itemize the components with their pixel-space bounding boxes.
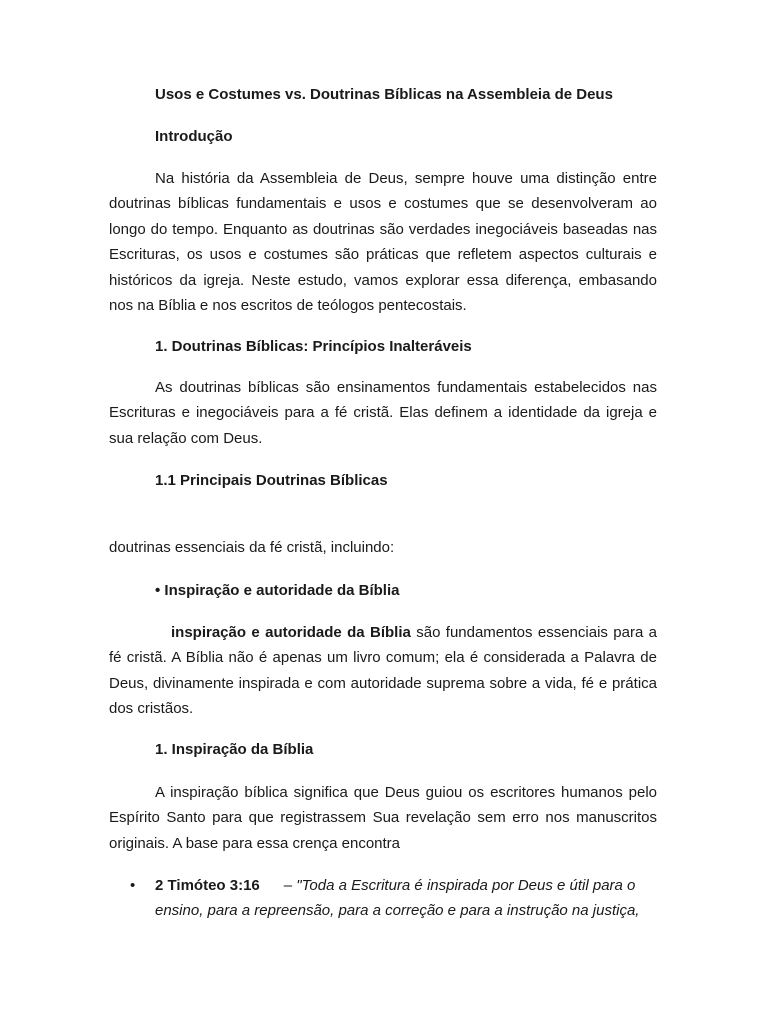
intro-paragraph: Na história da Assembleia de Deus, sempre houve uma distinção entre doutrinas bíblicas fundamentais e usos e costumes que se desenvolveram ao longo do tempo. Enquanto as doutrinas são verdades inegociáveis baseadas nas Escrituras, os usos e costumes são práticas que refletem aspectos culturais e históricos da igreja. Neste estudo, vamos explorar essa diferença, embasando nos na Bíblia e nos escritos de teólogos pentecostais. xyxy=(109,170,657,315)
verse-list-item xyxy=(130,873,660,924)
verse-body xyxy=(155,873,660,924)
document-title: Usos e Costumes vs. Doutrinas Bíblicas na Assembleia de Deus xyxy=(155,86,613,103)
section11-heading: 1.1 Principais Doutrinas Bíblicas xyxy=(155,472,388,489)
subsection-heading: 1. Inspiração da Bíblia xyxy=(155,741,314,758)
verse-text: – "Toda a Escritura é inspirada por Deus e útil para o ensino, para a repreensão, para a correção e para a instrução na justiça, xyxy=(155,877,640,920)
inspiration-paragraph-bold: inspiração e autoridade da Bíblia xyxy=(171,624,411,641)
inspiration-paragraph-rest: são fundamentos essenciais para a fé cristã. A Bíblia não é apenas um livro comum; ela é considerada a Palavra de Deus, divinamente inspirada e com autoridade suprema sobre a vida, fé e prática dos cristãos. xyxy=(109,624,657,718)
bullet-icon: • xyxy=(130,877,136,894)
section11-fragment: doutrinas essenciais da fé cristã, incluindo: xyxy=(109,539,395,556)
verse-reference: 2 Timóteo 3:16 xyxy=(155,877,260,894)
intro-heading: Introdução xyxy=(155,128,233,145)
section1-heading: 1. Doutrinas Bíblicas: Princípios Inalteráveis xyxy=(155,338,472,355)
subsection-paragraph: A inspiração bíblica significa que Deus guiou os escritores humanos pelo Espírito Santo para que registrassem Sua revelação sem erro nos manuscritos originais. A base para essa crença encontra xyxy=(109,784,657,852)
section1-paragraph: As doutrinas bíblicas são ensinamentos fundamentais estabelecidos nas Escrituras e inegociáveis para a fé cristã. Elas definem a identidade da igreja e sua relação com Deus. xyxy=(109,379,657,447)
inspiration-paragraph xyxy=(109,620,657,722)
bullet-heading: • Inspiração e autoridade da Bíblia xyxy=(155,582,400,599)
